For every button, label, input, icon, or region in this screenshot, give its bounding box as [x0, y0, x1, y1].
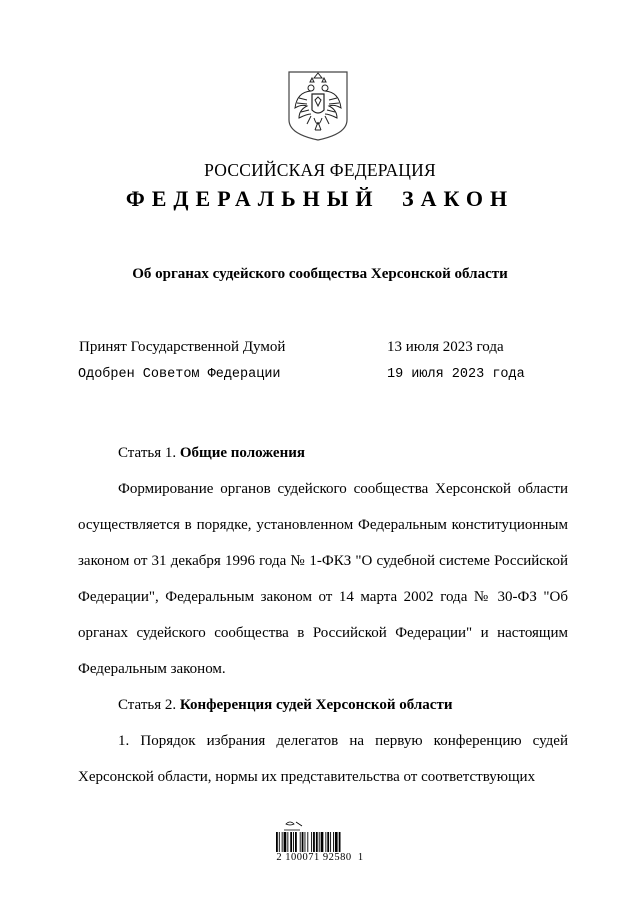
article-1-text: Формирование органов судейского сообщества Херсонской области осуществляется в порядке, установленном Федеральным конституционным законом от 31 декабря 1996 года № 1-ФКЗ "О судебной системе Российской Федерации", Федеральным законом от 14 марта 2002 года № 30-ФЗ "Об органах судейского сообщества в Российской Федерации" и настоящим Федеральным законом.: [78, 481, 568, 677]
barcode-number: 2 100071 92580 1: [276, 852, 364, 863]
article-1-heading: [78, 435, 568, 471]
country-name: РОССИЙСКАЯ ФЕДЕРАЦИЯ: [204, 160, 436, 180]
council-approval-date: 19 июля 2023 года: [387, 367, 525, 382]
duma-adoption-date: 13 июля 2023 года: [387, 339, 504, 355]
article-2-heading: [78, 687, 568, 723]
article-2-text: 1. Порядок избрания делегатов на первую конференцию судей Херсонской области, нормы их представительства от соответствующих: [78, 733, 568, 785]
article-1-label: Статья 1.: [118, 445, 180, 461]
document-type: ФЕДЕРАЛЬНЫЙ ЗАКОН: [125, 186, 515, 211]
article-2-label: Статья 2.: [118, 697, 180, 713]
law-title: Об органах судейского сообщества Херсонской области: [132, 266, 508, 282]
coat-of-arms-icon: [287, 70, 349, 142]
law-body: [78, 435, 568, 795]
council-approval-label: Одобрен Советом Федерации: [78, 367, 281, 382]
article-2-title: Конференция судей Херсонской области: [179, 697, 453, 713]
article-1-title: Общие положения: [179, 445, 305, 461]
duma-adoption-label: Принят Государственной Думой: [79, 339, 286, 355]
